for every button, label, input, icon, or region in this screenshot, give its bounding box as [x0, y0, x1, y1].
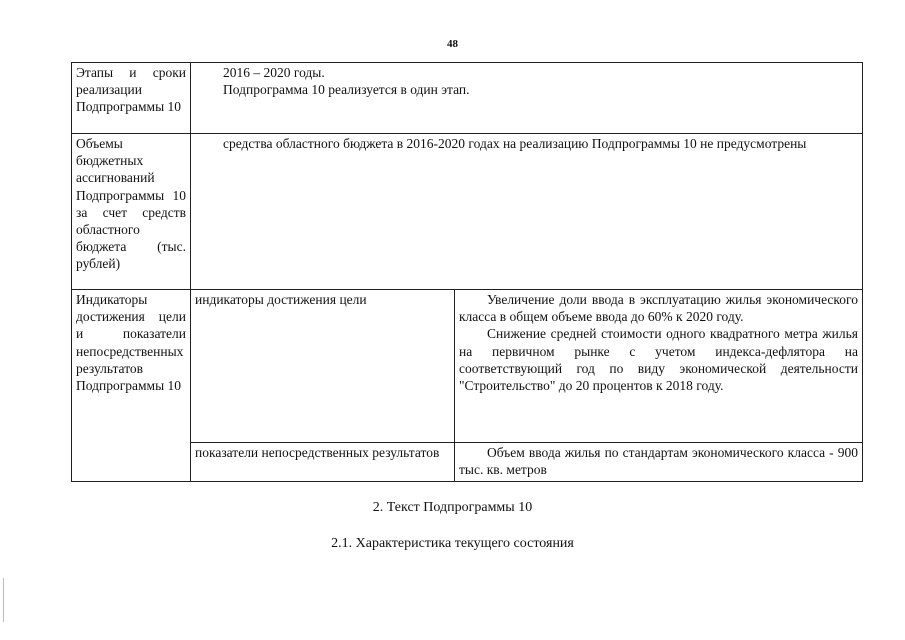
direct-results-text: Объем ввода жилья по стандартам экономического класса - 900 тыс. кв. метров [459, 445, 858, 478]
sublabel-goal-indicators: индикаторы достижения цели [191, 290, 455, 443]
subprogram-passport-table [71, 62, 863, 482]
indicator-paragraph-1: Увеличение доли ввода в эксплуатацию жилья экономического класса в общем объеме ввода до 60% к 2020 году. [459, 292, 858, 325]
indicator-paragraph-2: Снижение средней стоимости одного квадратного метра жилья на первичном рынке с учетом индекса-дефлятора на соответствующий год по виду экономической деятельности "Строительство" до 20 процентов к 2018 году. [459, 326, 858, 394]
table-row-stages [72, 63, 863, 134]
stages-phase: Подпрограмма 10 реализуется в один этап. [223, 82, 470, 98]
value-budget [191, 134, 863, 290]
table-row-indicators [72, 290, 863, 443]
table-row-budget [72, 134, 863, 290]
label-stages: Этапы и сроки реализации Подпрограммы 10 [72, 63, 191, 134]
table-row-results [72, 443, 863, 482]
sublabel-direct-results: показатели непосредственных результатов [191, 443, 455, 482]
subsection-heading: 2.1. Характеристика текущего состояния [331, 536, 574, 551]
label-indicators: Индикаторы достижения цели и показатели непосредственных результатов Подпрограммы 10 [72, 290, 191, 482]
value-stages [191, 63, 863, 134]
label-budget: Объемы бюджетных ассигнований Подпрограммы 10 за счет средств областного бюджета (тыс. рублей) [72, 134, 191, 290]
scan-artifact-line [3, 578, 4, 622]
page-number: 48 [447, 38, 458, 50]
stages-years: 2016 – 2020 годы. [223, 65, 325, 80]
value-goal-indicators [455, 290, 863, 443]
value-direct-results [455, 443, 863, 482]
budget-text: средства областного бюджета в 2016-2020 годах на реализацию Подпрограммы 10 не предусмотрены [223, 136, 807, 151]
section-heading: 2. Текст Подпрограммы 10 [372, 500, 533, 515]
